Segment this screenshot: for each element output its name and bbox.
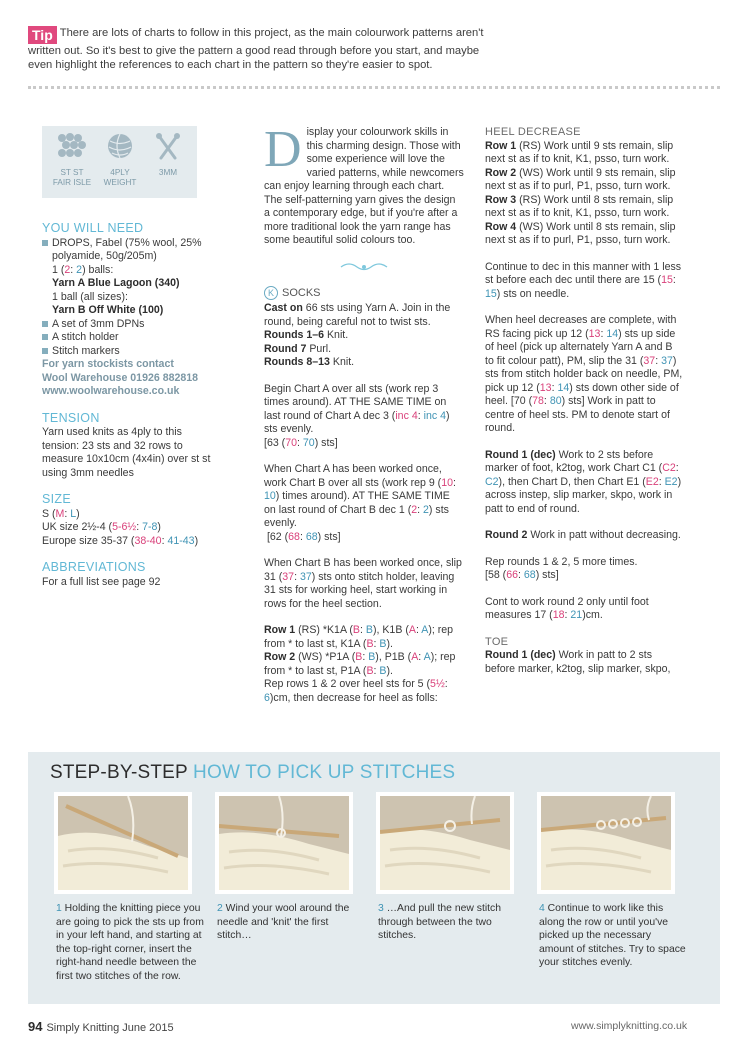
stockists-line2: Wool Warehouse 01926 882818 — [42, 371, 199, 384]
yarn-texture-icon — [57, 132, 87, 160]
stitch-holder-para: When Chart B has been worked once, slip 31 (37: 37) sts onto stitch holder, leaving 31 sts for working heel, start working in rows for the heel section. — [264, 557, 462, 610]
need-balls: 1 (2: 2) balls: — [52, 263, 114, 276]
spec-needles — [144, 132, 192, 178]
continue-dec: Continue to dec in this manner with 1 less st before each dec until there are 15 (15: 15) sts on needle. — [485, 260, 682, 300]
abbreviations-text: For a full list see page 92 — [42, 575, 161, 588]
step-4-photo — [537, 792, 675, 894]
spec-weight-line1: 4PLY — [110, 168, 130, 177]
needles-icon — [153, 132, 183, 160]
heel-dec-row-4: Row 4 (WS) Work until 8 sts remain, slip next st as if to purl, P1, psso, turn work. — [485, 220, 676, 246]
spec-stitch — [48, 132, 96, 188]
round-7: Round 7 Purl. — [264, 342, 332, 355]
round-2: Round 2 Work in patt without decreasing. — [485, 529, 681, 541]
step-1-photo — [54, 792, 192, 894]
rounds-8-13: Rounds 8–13 Knit. — [264, 356, 355, 369]
stockists-url[interactable]: www.woolwarehouse.co.uk — [42, 385, 180, 397]
need-drops: DROPS, Fabel (75% wool, 25% polyamide, 50g/205m) — [42, 237, 217, 264]
heel-complete: When heel decreases are complete, with RS facing pick up 12 (13: 14) sts up side of heel (pick up alternately Yarn A and B to fit colour patt), PM, slip the 31 (37: 37) sts from stitch holder back on needle, PM, pick up 12 (13: 14) sts down other side of heel. [70 (78: 80) sts] Work in patt to centre of heel sts. PM to denote start of round. — [485, 314, 683, 434]
need-yarn-b: Yarn B Off White (100) — [52, 304, 164, 316]
size-uk: UK size 2½-4 (5-6½: 7-8) — [42, 521, 161, 533]
heel-dec-row-3: Row 3 (RS) Work until 8 sts remain, slip next st as if to knit, K1, psso, turn work. — [485, 193, 674, 219]
tip-text: There are lots of charts to follow in this project, as the main colourwork patterns aren't written out. So it's best to give the pattern a good read through before you start, and maybe even highlight the references to each chart in the pattern so they're easier to spot. — [28, 27, 484, 71]
heel-dec-row-1: Row 1 (RS) Work until 9 sts remain, slip next st as if to knit, K1, psso, turn work. — [485, 139, 674, 165]
flourish-ornament — [264, 261, 464, 277]
dotted-divider — [28, 86, 720, 89]
knitting-photo-4 — [541, 796, 671, 890]
intro-paragraph: Display your colourwork skills in this charming design. Those with some experience will love the varied patterns, while newcomers can enjoy learning through each chart. The self-patterning yarn gives the design a contemporary edge, but if you're after a more traditional look the yarn range has some beautiful solid colours too. — [264, 121, 464, 246]
size-europe: Europe size 35-37 (38-40: 41-43) — [42, 534, 199, 547]
toe-round-1: Round 1 (dec) Work in patt to 2 sts before marker, k2tog, slip marker, skpo, — [485, 649, 671, 675]
need-holder: A stitch holder — [42, 331, 217, 345]
spec-needles-line1: 3MM — [158, 168, 178, 177]
tip-badge: Tip — [28, 26, 57, 44]
specs-panel — [42, 126, 197, 198]
rounds-1-6: Rounds 1–6 Knit. — [264, 329, 349, 342]
step-1-caption: 1 Holding the knitting piece you are going to pick the sts up from in your left hand, and starting at the top-right corner, insert the right-hand needle between the first two stitches of the row. — [56, 903, 204, 982]
knit-badge-icon: K — [264, 286, 278, 300]
step-by-step-title: STEP-BY-STEP HOW TO PICK UP STITCHES — [50, 762, 456, 783]
spec-weight — [96, 132, 144, 188]
left-column — [42, 222, 217, 589]
page-number: 94 — [28, 1019, 43, 1034]
heel-decrease-heading: HEEL DECREASE — [485, 126, 581, 138]
right-column — [485, 126, 683, 676]
chart-a-para: Begin Chart A over all sts (work rep 3 times around). AT THE SAME TIME on last round of Chart A dec 3 (inc 4: inc 4) sts evenly. [63 (70: 70) sts] — [264, 382, 450, 449]
tip-box — [28, 26, 498, 72]
tension-heading: TENSION — [42, 410, 100, 425]
toe-heading: TOE — [485, 635, 509, 648]
socks-heading: K SOCKS — [264, 286, 464, 300]
step-3-photo — [376, 792, 514, 894]
need-dpns: A set of 3mm DPNs — [42, 318, 217, 332]
magazine-name: Simply Knitting June 2015 — [46, 1022, 174, 1034]
need-yarn-a: Yarn A Blue Lagoon (340) — [52, 277, 180, 289]
you-will-need-heading: YOU WILL NEED — [42, 221, 144, 235]
knitting-photo-3 — [380, 796, 510, 890]
repeat-rows: Rep rows 1 & 2 over heel sts for 5 (5½: 6)cm, then decrease for heel as folls: — [264, 678, 448, 704]
need-one-ball: 1 ball (all sizes): — [52, 290, 128, 303]
spec-stitch-line1: ST ST — [60, 168, 84, 177]
step-2-photo — [215, 792, 353, 894]
spec-stitch-line2: FAIR ISLE — [52, 178, 92, 187]
heel-row-2: Row 2 (WS) *P1A (B: B), P1B (A: A); rep from * to last st, P1A (B: B). — [264, 651, 456, 677]
foot-length: Cont to work round 2 only until foot measures 17 (18: 21)cm. — [485, 595, 649, 621]
flourish-icon — [339, 261, 389, 273]
heel-row-1: Row 1 (RS) *K1A (B: B), K1B (A: A); rep from * to last st, K1A (B: B). — [264, 624, 454, 650]
heel-dec-row-2: Row 2 (WS) Work until 9 sts remain, slip next st as if to purl, P1, psso, turn work. — [485, 166, 676, 192]
step-by-step-panel — [28, 752, 720, 1004]
stockists-line1: For yarn stockists contact — [42, 358, 174, 370]
footer-url[interactable]: www.simplyknitting.co.uk — [571, 1020, 688, 1032]
step-2-caption: 2 Wind your wool around the needle and 'knit' the first stitch… — [217, 903, 350, 941]
step-4-caption: 4 Continue to work like this along the row or until you've picked up the necessary amount of stitches. Try to space your stitches evenly. — [539, 903, 686, 968]
dropcap: D — [264, 121, 302, 178]
abbreviations-heading: ABBREVIATIONS — [42, 560, 146, 574]
repeat-rounds: Rep rounds 1 & 2, 5 more times. [58 (66: 68) sts] — [485, 555, 638, 581]
knitting-photo-2 — [219, 796, 349, 890]
footer-left — [28, 1019, 174, 1034]
round-1-dec: Round 1 (dec) Work to 2 sts before marker of foot, k2tog, work Chart C1 (C2: C2), then Chart D, then Chart E1 (E2: E2) across instep, slip marker, skpo, work in patt to end of round. — [485, 448, 682, 515]
tension-text: Yarn used knits as 4ply to this tension: 23 sts and 32 rows to measure 10x10cm (4x4in) over st st using 3mm needles — [42, 426, 211, 479]
need-markers: Stitch markers — [42, 345, 217, 359]
size-heading: SIZE — [42, 492, 71, 506]
cast-on: Cast on 66 sts using Yarn A. Join in the round, being careful not to twist sts. — [264, 302, 451, 328]
yarn-ball-icon — [105, 132, 135, 160]
step-3-caption: 3 …And pull the new stitch through between the two stitches. — [378, 903, 502, 941]
size-s: S (M: L) — [42, 507, 80, 520]
spec-weight-line2: WEIGHT — [103, 178, 137, 187]
middle-column — [264, 121, 464, 705]
chart-b-para: When Chart A has been worked once, work Chart B over all sts (work rep 9 (10: 10) times around). AT THE SAME TIME on last round of Chart B dec 1 (2: 2) sts evenly. [62 (68: 68) sts] — [264, 463, 456, 543]
knitting-photo-1 — [58, 796, 188, 890]
